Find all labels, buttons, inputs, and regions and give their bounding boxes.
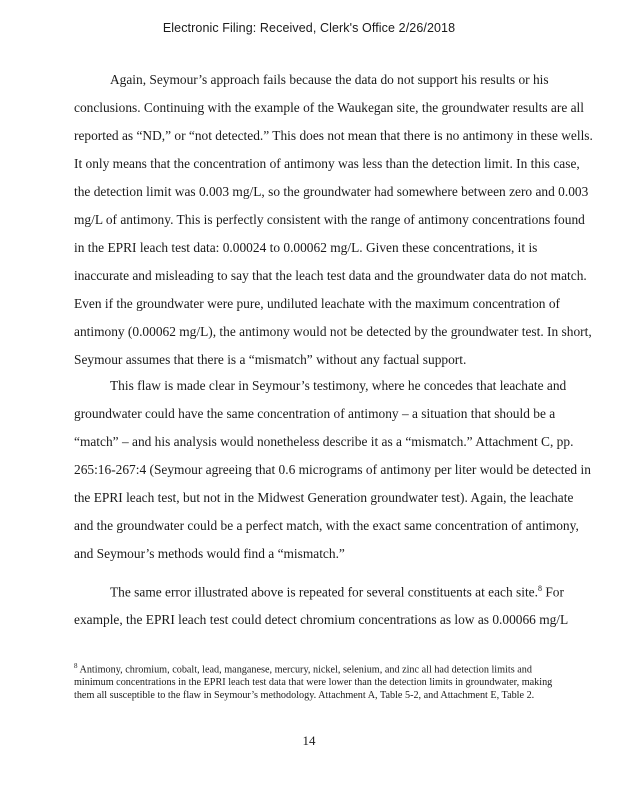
body-line [110,584,564,600]
footnote-number: 8 [74,662,78,670]
page-number: 14 [302,733,316,748]
body-line: conclusions. Continuing with the example of the Waukegan site, the groundwater results are all [74,100,584,115]
body-line: the detection limit was 0.003 mg/L, so the groundwater had somewhere between zero and 0.003 [74,184,589,199]
body-line: groundwater could have the same concentration of antimony – a situation that should be a [74,406,556,421]
body-line: Again, Seymour’s approach fails because the data do not support his results or his [110,72,549,87]
body-line: inaccurate and misleading to say that the leach test data and the groundwater data do not match. [74,268,587,283]
body-line: Even if the groundwater were pure, undiluted leachate with the maximum concentration of [74,296,560,311]
body-line: the EPRI leach test, but not in the Midwest Generation groundwater test). Again, the leachate [74,490,574,505]
body-line-tail: For [545,584,564,600]
filing-header: Electronic Filing: Received, Clerk's Office 2/26/2018 [162,21,456,35]
body-line: 265:16-267:4 (Seymour agreeing that 0.6 micrograms of antimony per liter would be detected in [74,462,591,477]
body-line: This flaw is made clear in Seymour’s testimony, where he concedes that leachate and [110,378,567,393]
body-line: mg/L of antimony. This is perfectly consistent with the range of antimony concentrations found [74,212,585,227]
body-line: and Seymour’s methods would find a “mismatch.” [74,546,345,561]
body-line: It only means that the concentration of antimony was less than the detection limit. In this case, [74,156,580,171]
body-line: “match” – and his analysis would nonetheless describe it as a “mismatch.” Attachment C, pp. [74,434,574,449]
footnote-text: Antimony, chromium, cobalt, lead, manganese, mercury, nickel, selenium, and zinc all had detection limits and minimum concentrations in the EPRI leach test data that were lower than the detection limits in groundwater, making them all susceptible to the flaw in Seymour’s methodology. Attachment A, Table 5-2, and Attachment E, Table 2. [74,664,553,702]
body-line: in the EPRI leach test data: 0.00024 to 0.00062 mg/L. Given these concentrations, it is [74,240,538,255]
footnote-reference: 8 [537,584,542,593]
footnote [74,660,564,702]
body-line-text: The same error illustrated above is repeated for several constituents at each site. [110,584,538,600]
body-line: Seymour assumes that there is a “mismatch” without any factual support. [74,352,467,367]
body-line: antimony (0.00062 mg/L), the antimony would not be detected by the groundwater test. In short, [74,324,592,339]
body-line: example, the EPRI leach test could detect chromium concentrations as low as 0.00066 mg/L [74,612,569,627]
body-line: and the groundwater could be a perfect match, with the exact same concentration of antimony, [74,518,579,533]
body-line: reported as “ND,” or “not detected.” This does not mean that there is no antimony in these wells. [74,128,593,143]
